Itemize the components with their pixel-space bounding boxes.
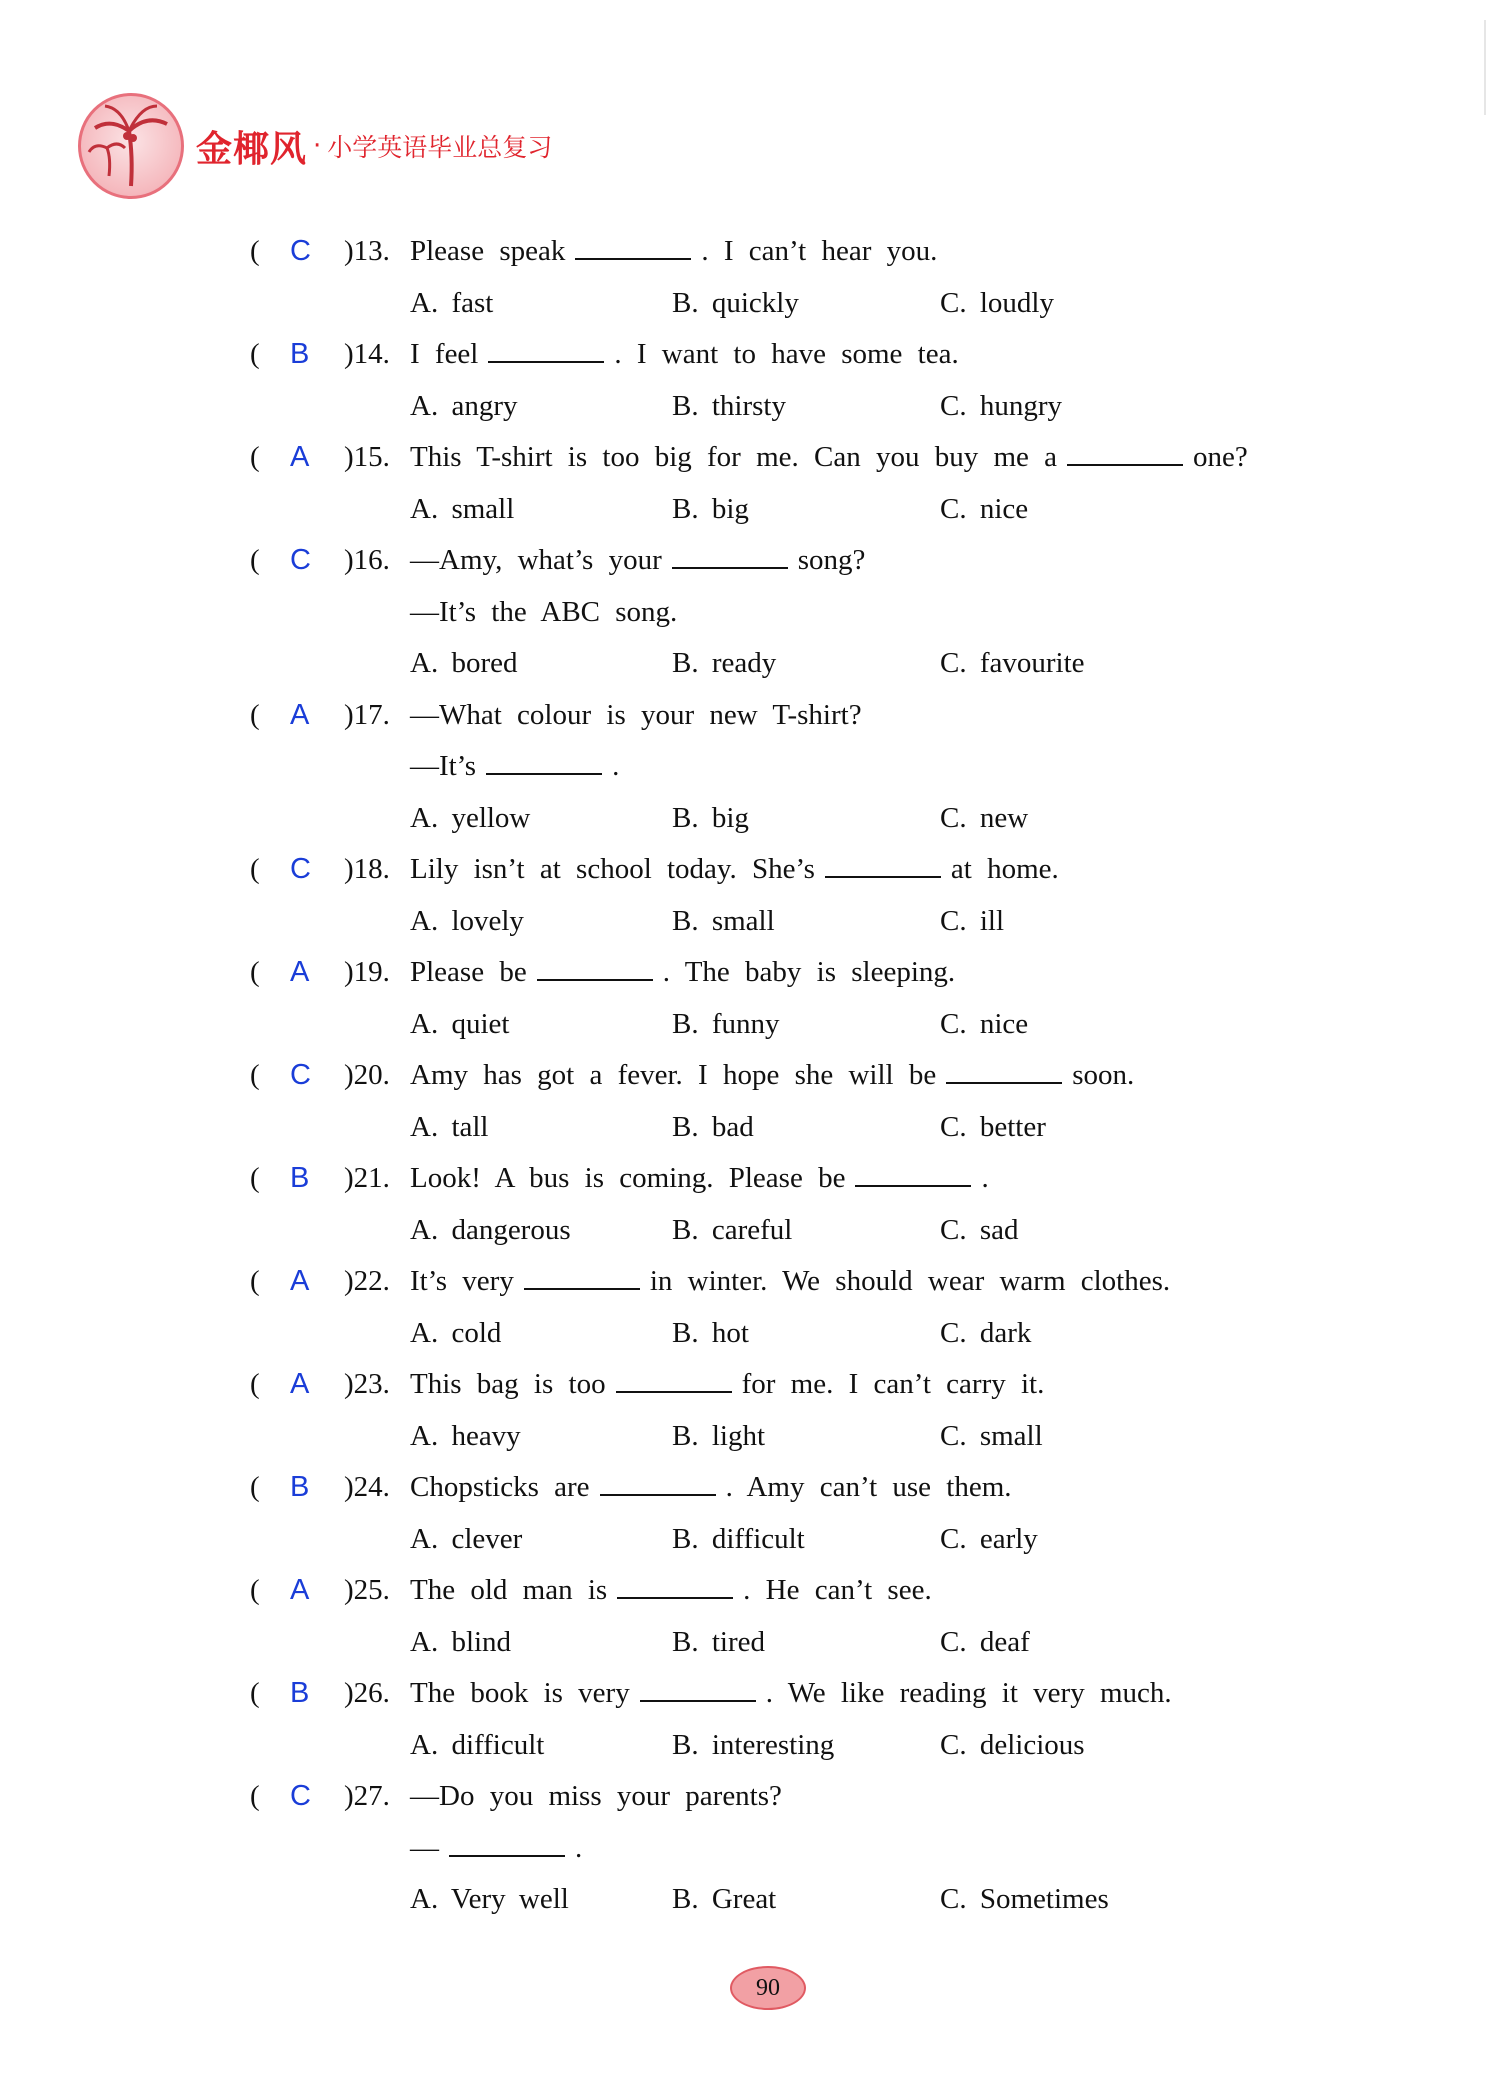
answer-blank	[449, 1825, 565, 1857]
question-number: )19.	[344, 956, 390, 988]
page-number: 90	[730, 1966, 806, 2010]
question-stem	[410, 432, 1248, 484]
options-row	[250, 638, 1370, 690]
question-number: )20.	[344, 1059, 390, 1091]
answer-paren: (	[250, 441, 260, 473]
dialog-text: .	[612, 750, 620, 782]
answer-paren: (	[250, 235, 260, 267]
question-stem	[410, 535, 865, 587]
stem-text: Please be	[410, 956, 527, 988]
question-row	[250, 1668, 1370, 1720]
question-row	[250, 1359, 1370, 1411]
question-number: )18.	[344, 853, 390, 885]
option-c: C. deaf	[940, 1625, 1030, 1658]
page-header	[78, 96, 552, 196]
option-a: A. difficult	[410, 1728, 545, 1761]
question-stem	[410, 1359, 1044, 1411]
option-c: C. nice	[940, 492, 1029, 525]
option-b: B. light	[672, 1419, 766, 1452]
option-c: C. ill	[940, 904, 1005, 937]
answer-letter: A	[290, 956, 310, 988]
option-a: A. lovely	[410, 904, 524, 937]
answer-letter: B	[290, 338, 310, 370]
question-stem	[410, 1256, 1170, 1308]
option-c: C. loudly	[940, 286, 1054, 319]
options-row	[250, 1308, 1370, 1360]
answer-letter: A	[290, 441, 310, 473]
question-row	[250, 432, 1370, 484]
stem-text: —What colour is your new T-shirt?	[410, 698, 862, 731]
dialog-line	[410, 1823, 582, 1875]
options-row	[250, 1874, 1370, 1926]
answer-letter: A	[290, 1265, 310, 1297]
question-number: )13.	[344, 235, 390, 267]
answer-paren: (	[250, 1471, 260, 1503]
option-a: A. quiet	[410, 1007, 510, 1040]
stem-text: Lily isn’t at school today. She’s	[410, 853, 815, 885]
page-edge-line	[1484, 20, 1486, 115]
answer-blank	[537, 949, 653, 981]
question-number: )17.	[344, 698, 390, 731]
stem-text: Chopsticks are	[410, 1471, 590, 1503]
question-number: )25.	[344, 1574, 390, 1606]
options-row	[250, 278, 1370, 330]
answer-letter: B	[290, 1471, 310, 1503]
answer-letter: A	[290, 1368, 310, 1400]
stem-text: Please speak	[410, 235, 566, 267]
stem-text: . I can’t hear you.	[701, 235, 938, 267]
question-row	[250, 1771, 1370, 1823]
option-c: C. new	[940, 801, 1029, 834]
brand-name: 金椰风	[196, 128, 308, 170]
stem-text: This bag is too	[410, 1368, 606, 1400]
question-row	[250, 1462, 1370, 1514]
answer-paren: (	[250, 1677, 260, 1709]
question-list	[250, 226, 1370, 1926]
question-number: )26.	[344, 1677, 390, 1709]
answer-paren: (	[250, 1780, 260, 1812]
option-a: A. fast	[410, 286, 494, 319]
stem-text: The book is very	[410, 1677, 630, 1709]
question-row	[250, 1565, 1370, 1617]
stem-text: in winter. We should wear warm clothes.	[649, 1265, 1171, 1297]
book-subtitle: 小学英语毕业总复习	[327, 133, 553, 162]
stem-text: .	[981, 1162, 989, 1194]
options-row	[250, 793, 1370, 845]
options-row	[250, 1720, 1370, 1772]
answer-blank	[488, 331, 604, 363]
answer-paren: (	[250, 698, 260, 731]
question-row	[250, 947, 1370, 999]
question-stem	[410, 1565, 932, 1617]
options-row	[250, 1617, 1370, 1669]
option-a: A. Very well	[410, 1883, 569, 1915]
option-b: B. careful	[672, 1213, 793, 1246]
option-c: C. early	[940, 1522, 1038, 1555]
option-b: B. quickly	[672, 286, 799, 319]
options-row	[250, 1205, 1370, 1257]
option-a: A. angry	[410, 389, 518, 422]
answer-paren: (	[250, 853, 260, 885]
stem-text: . We like reading it very much.	[765, 1677, 1172, 1709]
stem-text: Amy has got a fever. I hope she will be	[410, 1059, 937, 1091]
option-a: A. tall	[410, 1110, 489, 1143]
answer-blank	[617, 1567, 733, 1599]
answer-letter: C	[290, 544, 311, 576]
answer-paren: (	[250, 1059, 260, 1091]
answer-blank	[486, 743, 602, 775]
answer-paren: (	[250, 1368, 260, 1400]
stem-text: . Amy can’t use them.	[725, 1471, 1012, 1503]
option-b: B. funny	[672, 1007, 780, 1040]
option-b: B. interesting	[672, 1728, 835, 1761]
stem-text: song?	[797, 544, 866, 576]
answer-paren: (	[250, 1574, 260, 1606]
option-b: B. difficult	[672, 1522, 805, 1555]
answer-blank	[1067, 434, 1183, 466]
question-stem	[410, 1771, 782, 1823]
question-stem	[410, 844, 1059, 896]
question-row	[250, 1050, 1370, 1102]
question-row	[250, 690, 1370, 742]
answer-paren: (	[250, 1265, 260, 1297]
dialog-text: —It’s	[410, 750, 477, 782]
options-row	[250, 896, 1370, 948]
stem-text: Look! A bus is coming. Please be	[410, 1162, 846, 1194]
answer-blank	[640, 1670, 756, 1702]
dialog-line	[410, 587, 677, 639]
answer-letter: C	[290, 853, 311, 885]
option-c: C. hungry	[940, 389, 1062, 422]
option-a: A. yellow	[410, 801, 531, 834]
option-b: B. ready	[672, 647, 777, 679]
answer-blank	[855, 1155, 971, 1187]
options-row	[250, 381, 1370, 433]
options-row	[250, 1102, 1370, 1154]
option-a: A. bored	[410, 647, 518, 679]
dialog-row	[250, 741, 1370, 793]
stem-text: . The baby is sleeping.	[662, 956, 956, 988]
stem-text: at home.	[950, 853, 1059, 885]
option-b: B. small	[672, 904, 775, 937]
question-number: )23.	[344, 1368, 390, 1400]
question-stem	[410, 1462, 1012, 1514]
stem-text: This T-shirt is too big for me. Can you buy me a	[410, 441, 1058, 473]
dialog-text: .	[575, 1831, 583, 1864]
option-b: B. thirsty	[672, 389, 786, 422]
option-b: B. bad	[672, 1110, 754, 1143]
options-row	[250, 1411, 1370, 1463]
answer-blank	[600, 1464, 716, 1496]
dialog-row	[250, 587, 1370, 639]
question-stem	[410, 226, 937, 278]
option-c: C. delicious	[940, 1728, 1085, 1761]
option-c: C. small	[940, 1419, 1043, 1452]
answer-paren: (	[250, 1162, 260, 1194]
option-b: B. tired	[672, 1625, 765, 1658]
question-number: )27.	[344, 1780, 390, 1812]
answer-blank	[946, 1052, 1062, 1084]
stem-text: I feel	[410, 338, 479, 370]
option-b: B. big	[672, 492, 749, 525]
answer-letter: C	[290, 1780, 311, 1812]
option-b: B. big	[672, 801, 749, 834]
question-row	[250, 329, 1370, 381]
stem-text: soon.	[1072, 1059, 1135, 1091]
option-a: A. blind	[410, 1625, 512, 1658]
question-number: )24.	[344, 1471, 390, 1503]
stem-text: It’s very	[410, 1265, 514, 1297]
stem-text: . I want to have some tea.	[614, 338, 959, 370]
answer-paren: (	[250, 544, 260, 576]
question-stem	[410, 1668, 1172, 1720]
dialog-text: —It’s the ABC song.	[410, 595, 678, 628]
question-number: )16.	[344, 544, 390, 576]
question-row	[250, 535, 1370, 587]
option-b: B. Great	[672, 1883, 777, 1915]
stem-text: —Amy, what’s your	[410, 544, 662, 576]
coconut-palm-logo-icon	[78, 93, 184, 199]
question-number: )21.	[344, 1162, 390, 1194]
question-number: )22.	[344, 1265, 390, 1297]
answer-blank	[825, 846, 941, 878]
option-a: A. cold	[410, 1316, 502, 1349]
stem-text: one?	[1193, 441, 1248, 473]
question-number: )15.	[344, 441, 390, 473]
question-stem	[410, 947, 955, 999]
option-a: A. dangerous	[410, 1213, 571, 1246]
question-row	[250, 1153, 1370, 1205]
options-row	[250, 1514, 1370, 1566]
stem-text: The old man is	[410, 1574, 608, 1606]
option-c: C. sad	[940, 1213, 1019, 1246]
answer-blank	[672, 537, 788, 569]
question-stem	[410, 329, 959, 381]
option-a: A. small	[410, 492, 515, 525]
answer-paren: (	[250, 956, 260, 988]
answer-letter: C	[290, 235, 311, 267]
answer-letter: C	[290, 1059, 311, 1091]
answer-blank	[524, 1258, 640, 1290]
brand-separator: ·	[313, 131, 322, 161]
option-b: B. hot	[672, 1316, 749, 1349]
answer-paren: (	[250, 338, 260, 370]
question-row	[250, 226, 1370, 278]
question-stem	[410, 690, 862, 742]
option-c: C. Sometimes	[940, 1883, 1109, 1915]
answer-blank	[575, 228, 691, 260]
question-stem	[410, 1153, 989, 1205]
question-stem	[410, 1050, 1134, 1102]
option-c: C. dark	[940, 1316, 1032, 1349]
dialog-text: —	[410, 1831, 439, 1864]
stem-text: for me. I can’t carry it.	[741, 1368, 1045, 1400]
answer-letter: B	[290, 1162, 310, 1194]
answer-letter: A	[290, 698, 310, 731]
options-row	[250, 484, 1370, 536]
options-row	[250, 999, 1370, 1051]
answer-blank	[616, 1361, 732, 1393]
question-row	[250, 844, 1370, 896]
answer-letter: A	[290, 1574, 310, 1606]
option-c: C. better	[940, 1110, 1046, 1143]
stem-text: . He can’t see.	[743, 1574, 932, 1606]
option-a: A. heavy	[410, 1419, 521, 1452]
option-c: C. nice	[940, 1007, 1029, 1040]
question-row	[250, 1256, 1370, 1308]
answer-letter: B	[290, 1677, 310, 1709]
dialog-row	[250, 1823, 1370, 1875]
option-a: A. clever	[410, 1522, 523, 1555]
dialog-line	[410, 741, 619, 793]
option-c: C. favourite	[940, 647, 1085, 679]
question-number: )14.	[344, 338, 390, 370]
stem-text: —Do you miss your parents?	[410, 1780, 782, 1812]
